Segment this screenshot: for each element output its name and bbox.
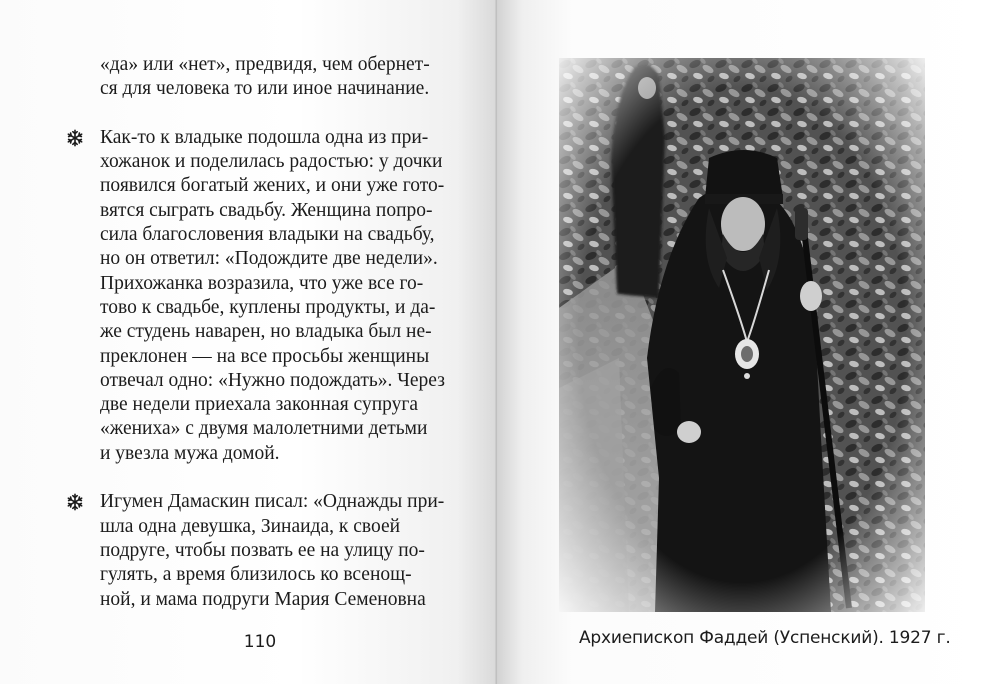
page-number: 110 (243, 632, 277, 652)
body-text (100, 53, 452, 612)
text-line: сила благословения владыки на свадьбу, (100, 224, 435, 246)
text-line: вятся сыграть свадьбу. Женщина попро- (100, 199, 433, 221)
text-line: отвечал одно: «Нужно подождать». Через (100, 369, 445, 391)
paragraph (100, 53, 452, 102)
text-line: Игумен Дамаскин писал: «Однажды при- (100, 491, 445, 513)
text-line: «да» или «нет», предвидя, чем обернет- (100, 54, 430, 75)
left-page (0, 0, 497, 684)
text-line: две недели приехала законная супруга (100, 394, 419, 416)
text-line: преклонен — на все просьбы женщины (100, 345, 430, 367)
text-line: ной, и мама подруги Мария Семеновна (100, 588, 426, 610)
text-line: тово к свадьбе, куплены продукты, и да- (100, 296, 436, 318)
text-line: ся для человека то или иное начинание. (100, 78, 430, 100)
snowflake-icon (66, 129, 84, 147)
text-line: Прихожанка возразила, что уже все го- (100, 272, 424, 294)
text-line: шла одна девушка, Зинаида, к своей (100, 515, 401, 537)
snowflake-icon (66, 493, 84, 511)
text-line: появился богатый жених, и они уже гото- (100, 175, 445, 197)
text-line: Как-то к владыке подошла одна из при- (100, 126, 429, 148)
paragraph (100, 490, 452, 611)
text-line: гулять, а время близилось ко всенощ- (100, 564, 412, 586)
paragraph (100, 126, 452, 466)
text-line: но он ответил: «Подождите две недели». (100, 248, 438, 270)
text-line: «жениха» с двумя малолетними детьми (100, 418, 428, 440)
text-line: и увезла мужа домой. (100, 442, 280, 464)
photo-caption: Архиепископ Фаддей (Успенский). 1927 г. (579, 628, 951, 648)
archbishop-photo (559, 58, 925, 612)
text-line: же студень наварен, но владыка был не- (100, 321, 432, 343)
text-line: хожанок и поделилась радостью: у дочки (100, 151, 443, 173)
text-line: подруге, чтобы позвать ее на улицу по- (100, 539, 425, 561)
